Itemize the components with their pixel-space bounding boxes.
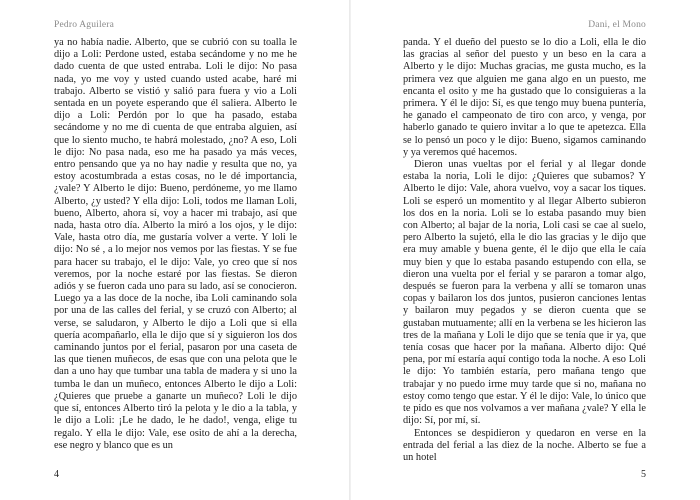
left-page-text: [54, 37, 297, 452]
left-page-number: 4: [54, 469, 59, 480]
paragraph: Entonces se despidieron y quedaron en verse en la entrada del ferial a las diez de la noche. Alberto se fue a un hotel: [403, 427, 646, 463]
left-page: [0, 0, 349, 500]
left-running-head: Pedro Aguilera: [54, 20, 115, 30]
paragraph: panda. Y el dueño del puesto se lo dio a Loli, ella le dio las gracias al señor del puesto y un beso en la cara a Alberto y le dijo: Muchas gracias, me gusta mucho, es la primera vez que alguien me gana algo en un puesto, me encanta el osito y me ha gustado que lo consiguieras a la primera. Y él le dijo: Sí, es que tengo muy buena puntería, he ganado el campeonato de tiro con arco, y venga, por haberlo ganado te quiero invitar a lo que te apetezca. Ella se lo pensó un poco y le dijo: Bueno, sigamos caminando y ya veremos qué hacemos.: [403, 37, 646, 158]
right-running-head: Dani, el Mono: [588, 20, 646, 30]
paragraph: ya no había nadie. Alberto, que se cubrió con su toalla le dijo a Loli: Perdone usted, estaba secándome y no me he dado cuenta de que usted entraba. Loli le dijo: No pasa nada, yo me voy y usted cuando usted acabe, haré mi trabajo. Alberto se vistió y salió para fuera y vio a Loli sentada en un poyete esperando que él saliera. Alberto le dijo a Loli: Perdón por lo que ha pasado, estaba secándome y no me di cuenta de que entraba alguien, así que lo siento mucho, te habrá molestado, ¿no? A eso, Loli le dijo: No pasa nada, eso me ha pasado ya más veces, entro pensando que ya no hay nadie y resulta que no, ya estoy acostumbrada a estas cosas, no le dé importancia, ¿vale? Y Alberto le dijo: Bueno, perdóneme, yo me llamo Alberto, ¿y usted? Y ella dijo: Loli, todos me llaman Loli, bueno, Alberto, ahora sí, voy a hacer mi trabajo, así que nada, hasta otro día. Alberto la miró a los ojos, y le dijo: Vale, hasta otro día, me gustaría volver a verte. Y loli le dijo: No sé , a lo mejor nos vemos por las fiestas. Y se fue para hacer su trabajo, el le dijo: Vale, yo creo que sí nos veremos, por la noche estaré por las fiestas. Se dieron adiós y se fueron cada uno para su lado, así se conocieron. Luego ya a las doce de la noche, iba Loli caminando sola por una de las calles del ferial, y se cruzó con Alberto; al verse, se saludaron, y Alberto le dijo a Loli que si ella quería acompañarlo, ella le dijo que sí y siguieron los dos caminando juntos por el ferial, pasaron por una caseta de las que tienen muñecos, de esas que con una pelota que le dan a uno hay que tumbar una tabla de madera y si uno la tumba le dan un muñeco, entonces Alberto le dijo a Loli: ¿Quieres que pruebe a ganarte un muñeco? Loli le dijo que sí, entonces Alberto tiró la pelota y le dio a la tabla, y le dijo a Loli: ¡Le he dado, le he dado!, venga, elige tu regalo. Y ella le dijo: Vale, ese osito de ahí a la derecha, ese negro y blanco que es un: [54, 37, 297, 451]
right-page-number: 5: [641, 469, 646, 480]
right-page-text: [403, 37, 646, 464]
right-page: [351, 0, 700, 500]
paragraph: Dieron unas vueltas por el ferial y al llegar donde estaba la noria, Loli le dijo: ¿Quieres que subamos? Y Alberto le dijo: Vale, ahora vuelvo, voy a sacar los tiques. Loli se esperó un momentito y al llegar Alberto subieron los dos en la noria. Loli se lo estaba pasando muy bien con Alberto; al bajar de la noria, Loli casi se cae al suelo, pero Alberto la sujetó, ella le dio las gracias y le dijo que era muy amable y buena gente, él le dijo que ella le caía muy bien y que lo estaba pasando estupendo con ella, se dieron una vuelta por el ferial y se pararon a tomar algo, después se fueron para la verbena y allí se tomaron unas copas y bailaron los dos juntos, pusieron canciones lentas y bailaron muy pegados y se dieron cuenta que se gustaban mutuamente; allí en la verbena se les hicieron las tres de la mañana y Loli le dijo que se tenía que ir ya, que tenía cosas que hacer por la mañana. Alberto dijo: Qué pena, por mí estaría aquí contigo toda la noche. A eso Loli le dijo: Yo también estaría, pero mañana tengo que trabajar y no puedo irme muy tarde que si no, mañana no estoy como tengo que estar. Y él le dijo: Vale, lo único que te pido es que nos volvamos a ver mañana ¿vale? Y ella le dijo: Sí, por mí, sí.: [403, 159, 646, 427]
